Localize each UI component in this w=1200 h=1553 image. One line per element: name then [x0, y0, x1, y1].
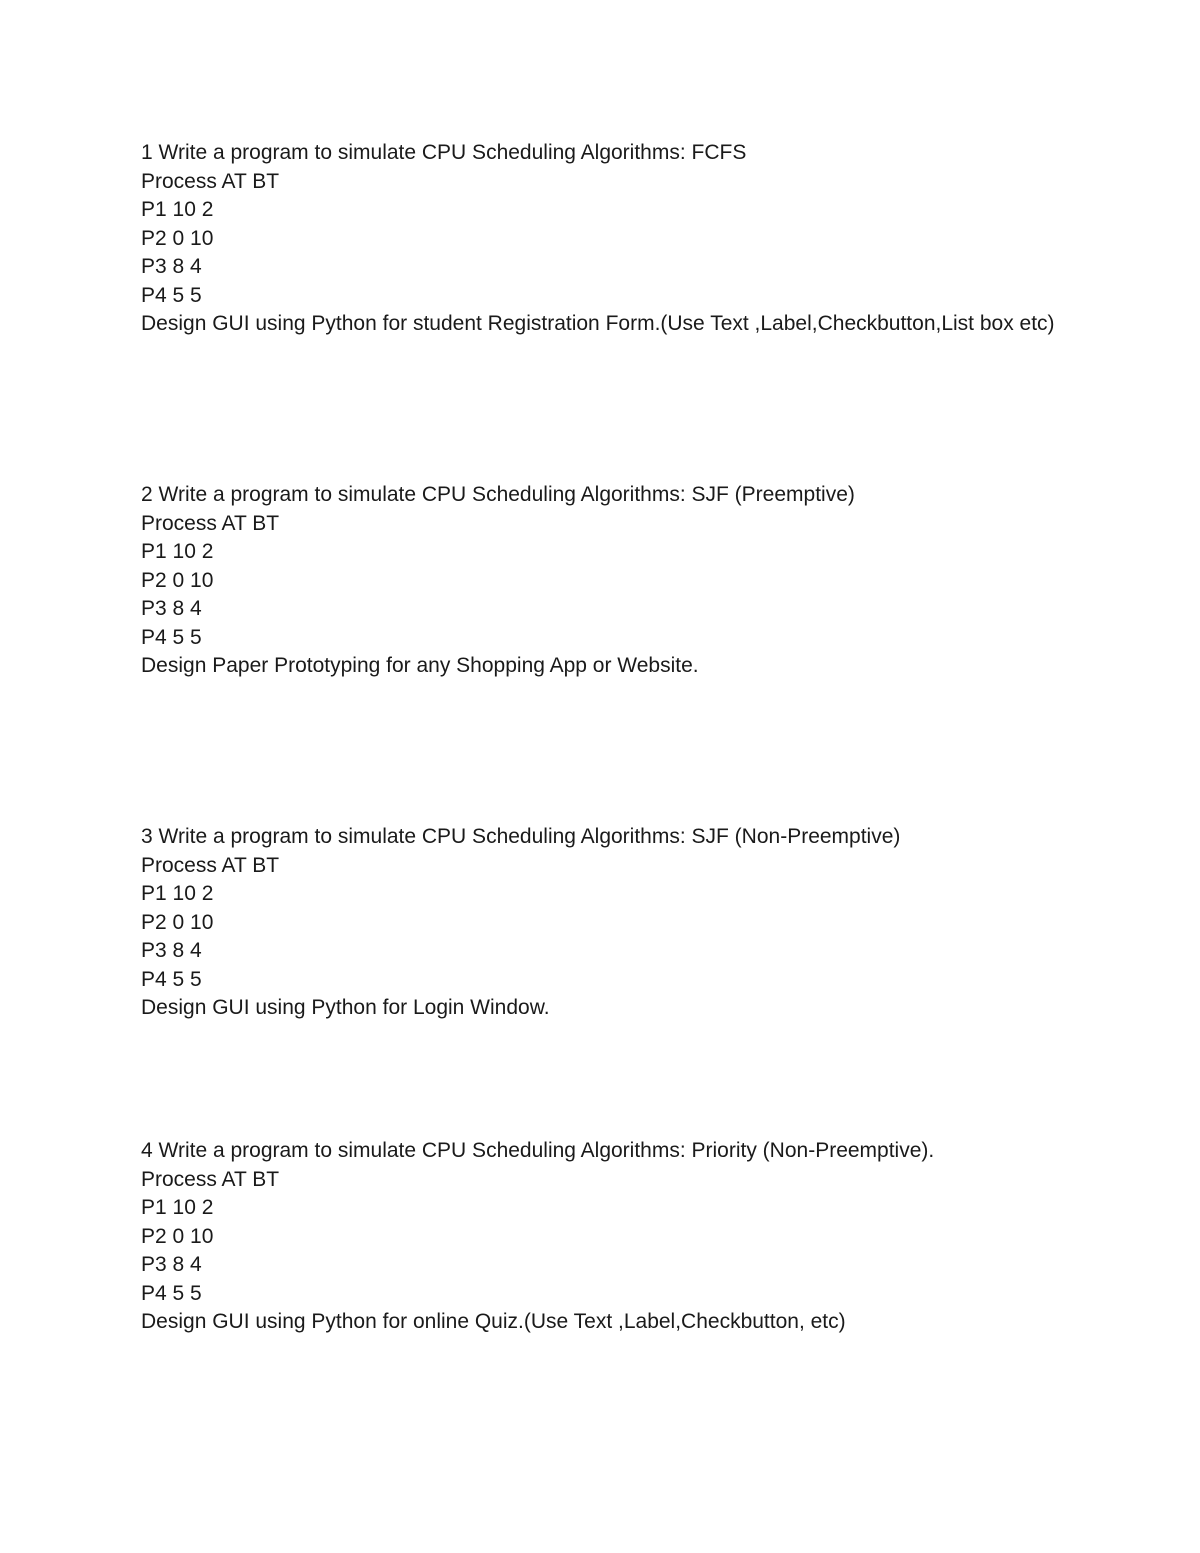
design-task: Design GUI using Python for Login Window.	[141, 996, 550, 1019]
assignment-heading: 2 Write a program to simulate CPU Scheduling Algorithms: SJF (Preemptive)	[141, 483, 855, 506]
process-row-p3: P3 8 4	[141, 939, 202, 962]
process-table-header: Process AT BT	[141, 1167, 280, 1191]
assignment-heading: 3 Write a program to simulate CPU Scheduling Algorithms: SJF (Non-Preemptive)	[141, 825, 901, 848]
design-task: Design Paper Prototyping for any Shopping App or Website.	[141, 654, 699, 677]
assignment-section-2	[141, 481, 1061, 681]
assignment-section-3	[141, 823, 1061, 1023]
assignment-section-4	[141, 1137, 1061, 1337]
process-row-p3: P3 8 4	[141, 255, 202, 278]
process-row-p2: P2 0 10	[141, 568, 214, 592]
assignment-section-1	[141, 139, 1061, 339]
process-row-p1: P1 10 2	[141, 1196, 214, 1219]
design-task: Design GUI using Python for student Registration Form.(Use Text ,Label,Checkbutton,List box etc)	[141, 312, 1055, 335]
assignment-heading: 4 Write a program to simulate CPU Scheduling Algorithms: Priority (Non-Preemptive).	[141, 1139, 935, 1162]
process-table-header: Process AT BT	[141, 511, 280, 535]
process-table-header: Process AT BT	[141, 169, 280, 193]
process-row-p2: P2 0 10	[141, 910, 214, 934]
process-row-p3: P3 8 4	[141, 1253, 202, 1276]
process-row-p2: P2 0 10	[141, 226, 214, 250]
process-row-p1: P1 10 2	[141, 198, 214, 221]
process-row-p1: P1 10 2	[141, 882, 214, 905]
process-row-p3: P3 8 4	[141, 597, 202, 620]
assignment-heading: 1 Write a program to simulate CPU Scheduling Algorithms: FCFS	[141, 141, 747, 164]
process-table-header: Process AT BT	[141, 853, 280, 877]
design-task: Design GUI using Python for online Quiz.(Use Text ,Label,Checkbutton, etc)	[141, 1310, 846, 1333]
process-row-p1: P1 10 2	[141, 540, 214, 563]
process-row-p4: P4 5 5	[141, 283, 202, 307]
process-row-p4: P4 5 5	[141, 1281, 202, 1305]
process-row-p4: P4 5 5	[141, 967, 202, 991]
process-row-p2: P2 0 10	[141, 1224, 214, 1248]
process-row-p4: P4 5 5	[141, 625, 202, 649]
